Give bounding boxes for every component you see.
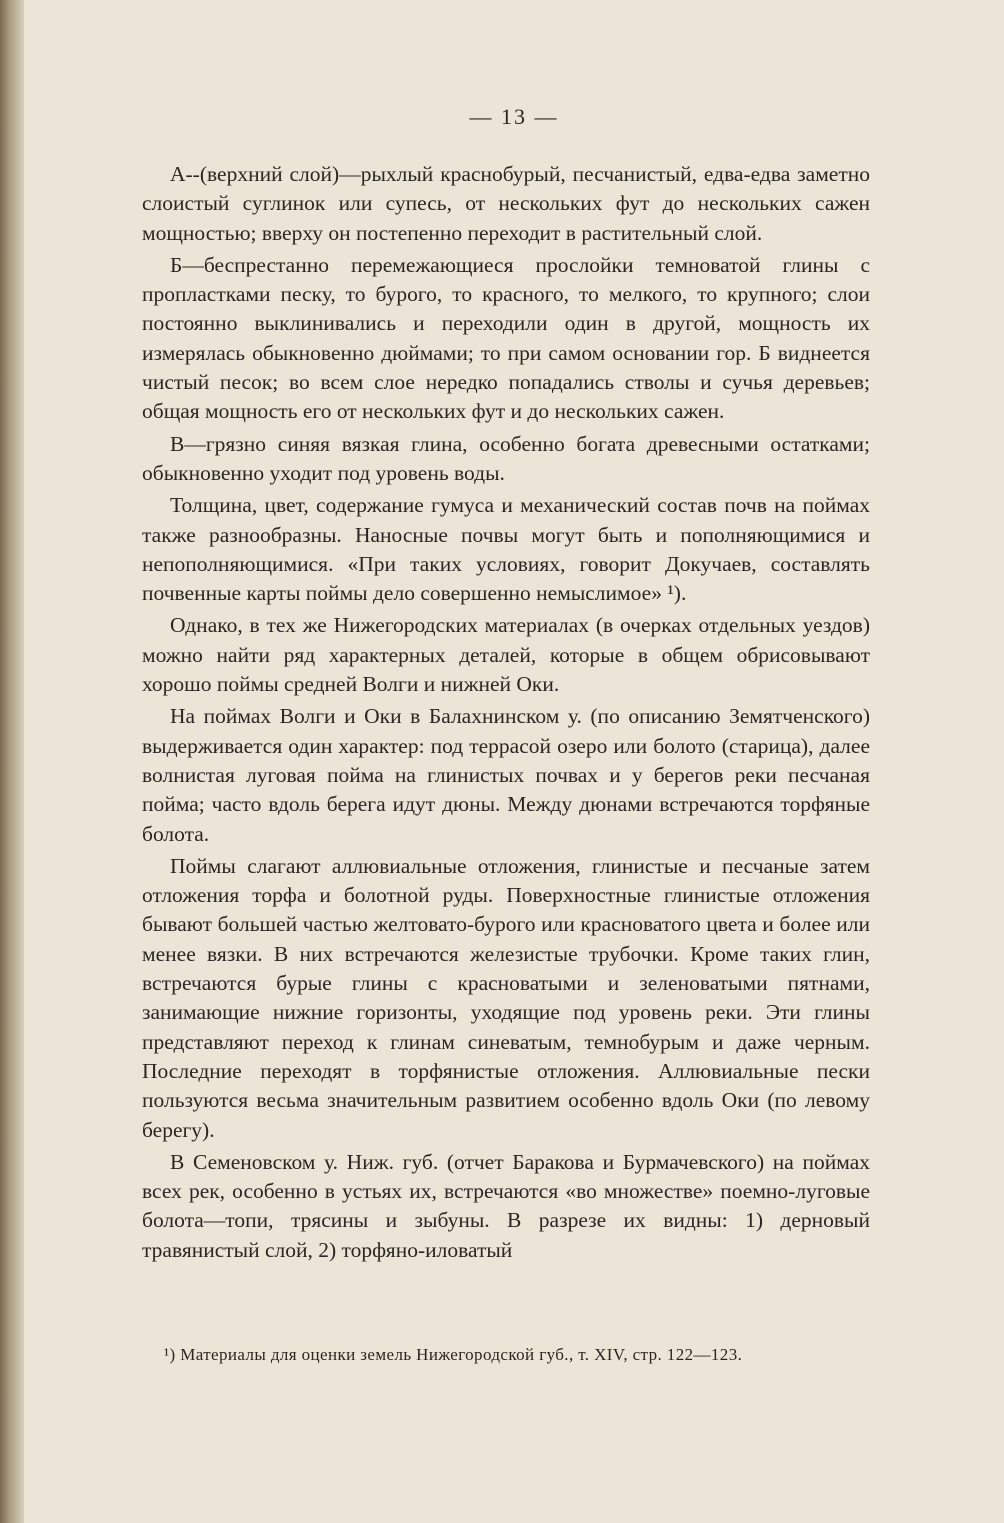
paragraph-layer-b: Б—беспрестанно перемежающиеся прослойки темноватой глины с пропластками песку, то бурого, то красного, то мелкого, то крупного; слои постоянно выклинивались и переходили один в другой, мощность их измерялась обыкновенно дюймами; то при самом основании гор. Б виднеется чистый песок; во всем слое нередко попадались стволы и сучья деревьев; общая мощность его от нескольких фут и до нескольких сажен. bbox=[142, 252, 870, 424]
footnote: ¹) Материалы для оценки земель Нижегородской губ., т. XIV, стр. 122—123. bbox=[164, 1345, 743, 1364]
page-number: — 13 — bbox=[469, 104, 559, 129]
page-binding-edge bbox=[0, 0, 24, 1523]
paragraph-layer-v: В—грязно синяя вязкая глина, особенно богата древесными остатками; обыкновенно уходит под уровень воды. bbox=[142, 431, 870, 485]
paragraph-semenov: В Семеновском у. Ниж. губ. (отчет Баракова и Бурмачевского) на поймах всех рек, особенно в устьях их, встречаются «во множестве» поемно‑луговые болота—топи, трясины и зыбуны. В разрезе их видны: 1) дерновый травянистый слой, 2) торфяно‑иловатый bbox=[142, 1149, 870, 1262]
paragraph-alluvial-deposits: Поймы слагают аллювиальные отложения, глинистые и песчаные затем отложения торфа и болотной руды. Поверхностные глинистые отложения бывают большей частью желтовато‑бурого или красноватого цвета и более или менее вязки. В них встречаются железистые трубочки. Кроме таких глин, встречаются бурые глины с красноватыми и зеленоватыми пятнами, занимающие нижние горизонты, уходящие под уровень реки. Эти глины представляют переход к глинам синеватым, темнобурым и даже черным. Последние переходят в торфянистые отложения. Аллювиальные пески пользуются весьма значительным развитием особенно вдоль Оки (по левому берегу). bbox=[142, 853, 870, 1142]
paragraph-nizhny-materials: Однако, в тех же Нижегородских материалах (в очерках отдельных уездов) можно найти ряд характерных деталей, которые в общем обрисовывают хорошо поймы средней Волги и нижней Оки. bbox=[142, 613, 870, 697]
paragraph-balakhna: На поймах Волги и Оки в Балахнинском у. (по описанию Земятченского) выдерживается один характер: под террасой озеро или болото (старица), далее волнистая луговая пойма на глинистых почвах и у берегов реки песчаная пойма; часто вдоль берега идут дюны. Между дюнами встречаются торфяные болота. bbox=[142, 704, 870, 846]
book-page bbox=[24, 0, 1004, 1523]
paragraph-soil-variety: Толщина, цвет, содержание гумуса и механический состав почв на поймах также разнообразны. Наносные почвы могут быть и пополняющимися и непополняющимися. «При таких условиях, говорит Докучаев, составлять почвенные карты поймы дело совершенно немыслимое» ¹). bbox=[142, 493, 870, 606]
body-text bbox=[142, 160, 870, 1265]
paragraph-layer-a: А‑‑(верхний слой)—рыхлый краснобурый, песчанистый, едва‑едва заметно слоистый суглинок или супесь, от нескольких фут до нескольких сажен мощностью; вверху он постепенно переходит в растительный слой. bbox=[142, 162, 870, 245]
